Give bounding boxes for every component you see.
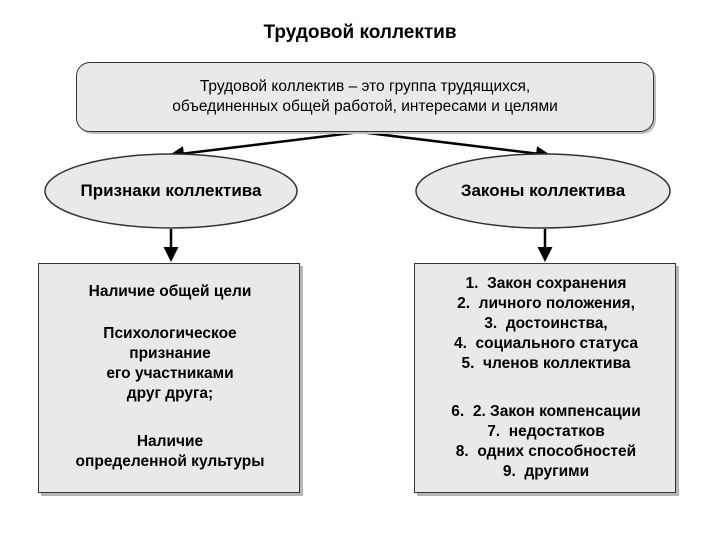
laws-list-a [415, 274, 677, 374]
law-item: 3. достоинства, [484, 315, 608, 332]
law-item: 8. одних способностей [455, 443, 637, 460]
law-item: 9. другими [502, 463, 590, 480]
definition-term: Трудовой коллектив [199, 78, 345, 95]
law-item: 6. 2. Закон компенсации [451, 403, 641, 420]
sign-line: Наличие общей цели [88, 283, 252, 300]
sign-line: признание [129, 345, 211, 362]
sign-block-1 [39, 282, 301, 302]
sign-line: Психологическое [103, 325, 237, 342]
connector-left [172, 132, 360, 155]
sign-line: его участниками [106, 365, 234, 382]
signs-panel [38, 263, 300, 493]
connector-right [360, 132, 548, 155]
sign-block-2 [39, 324, 301, 404]
definition-box [76, 62, 654, 132]
page-title: Трудовой коллектив [263, 22, 457, 43]
left-heading: Признаки коллектива [80, 181, 262, 200]
law-item: 4. социального статуса [453, 335, 639, 352]
sign-block-3 [39, 432, 301, 472]
definition-line-1 [200, 77, 530, 97]
sign-line: Наличие [136, 433, 204, 450]
law-item: 7. недостатков [487, 423, 605, 440]
law-item: 5. членов коллектива [461, 355, 631, 372]
sign-line: определенной культуры [75, 453, 265, 470]
definition-line-2: объединенных общей работой, интересами и целями [172, 98, 558, 115]
law-item: 1. Закон сохранения [465, 275, 627, 292]
laws-panel [414, 263, 676, 493]
definition-rest: – это группа трудящихся, [344, 78, 531, 95]
law-item: 2. личного положения, [457, 295, 635, 312]
right-heading: Законы коллектива [460, 181, 626, 200]
sign-line: друг друга; [126, 385, 214, 402]
laws-list-b [415, 402, 677, 482]
